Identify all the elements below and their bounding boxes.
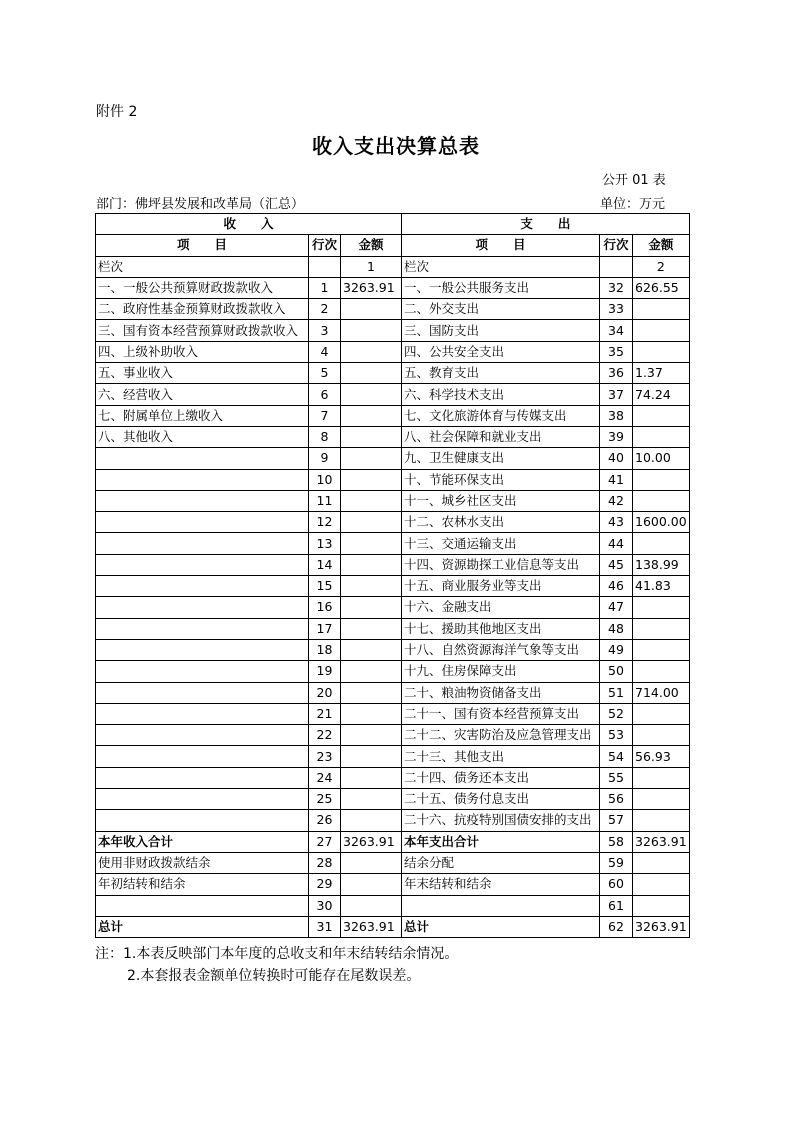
expense-row-no-cell: 36 [600, 363, 633, 384]
note-line-1: 注：1.本表反映部门本年度的总收支和年末结转结余情况。 [95, 946, 459, 962]
expense-row-no-cell: 61 [600, 895, 633, 916]
expense-row-no-cell: 34 [600, 320, 633, 341]
expense-row-no-cell: 56 [600, 789, 633, 810]
income-item-cell: 本年收入合计 [96, 831, 309, 852]
income-row-no-cell: 10 [309, 469, 341, 490]
expense-row-no-cell: 45 [600, 554, 633, 575]
expense-row-no-cell: 39 [600, 426, 633, 447]
income-amount-cell: 3263.91 [341, 916, 402, 937]
expense-amount-cell: 1600.00 [633, 512, 690, 533]
income-row-no-cell: 21 [309, 703, 341, 724]
income-amount-cell [341, 299, 402, 320]
expense-item-cell: 十八、自然资源海洋气象等支出 [402, 639, 600, 660]
expense-row-no-cell: 38 [600, 405, 633, 426]
expense-amount-cell [633, 469, 690, 490]
expense-amount-cell [633, 895, 690, 916]
income-item-cell [96, 810, 309, 831]
income-row-no-cell: 24 [309, 767, 341, 788]
income-amount-cell [341, 405, 402, 426]
table-row [96, 852, 690, 873]
income-amount-cell [341, 341, 402, 362]
income-amount-cell [341, 639, 402, 660]
expense-item-cell: 六、科学技术支出 [402, 384, 600, 405]
expense-amount-cell [633, 661, 690, 682]
expense-row-no-cell: 46 [600, 576, 633, 597]
income-item-cell: 年初结转和结余 [96, 874, 309, 895]
expense-amount-cell [633, 789, 690, 810]
income-item-cell [96, 533, 309, 554]
expense-item-cell: 总计 [402, 916, 600, 937]
expense-item-cell: 年末结转和结余 [402, 874, 600, 895]
table-row [96, 384, 690, 405]
expense-row-no-cell: 32 [600, 277, 633, 298]
expense-row-no-cell: 44 [600, 533, 633, 554]
income-row-no-cell: 7 [309, 405, 341, 426]
expense-seq-blank [600, 256, 633, 277]
income-amount-cell [341, 469, 402, 490]
expense-item-cell: 十、节能环保支出 [402, 469, 600, 490]
expense-item-cell: 本年支出合计 [402, 831, 600, 852]
expense-row-no-cell: 54 [600, 746, 633, 767]
expense-item-cell: 一、一般公共服务支出 [402, 277, 600, 298]
income-row-no-cell: 13 [309, 533, 341, 554]
income-item-cell: 五、事业收入 [96, 363, 309, 384]
expense-amount-cell: 1.37 [633, 363, 690, 384]
table-row [96, 789, 690, 810]
income-amount-cell [341, 661, 402, 682]
expense-item-cell: 十二、农林水支出 [402, 512, 600, 533]
expense-amount-cell: 74.24 [633, 384, 690, 405]
expense-item-cell: 二、外交支出 [402, 299, 600, 320]
income-row-no-cell: 26 [309, 810, 341, 831]
expense-item-cell: 三、国防支出 [402, 320, 600, 341]
expense-row-no-cell: 48 [600, 618, 633, 639]
income-row-no-cell: 20 [309, 682, 341, 703]
expense-amount-cell [633, 597, 690, 618]
income-seq-label: 栏次 [96, 256, 309, 277]
income-row-no-cell: 9 [309, 448, 341, 469]
expense-amount-cell [633, 405, 690, 426]
income-amount-cell: 3263.91 [341, 831, 402, 852]
expense-item-cell: 九、卫生健康支出 [402, 448, 600, 469]
income-item-cell: 二、政府性基金预算财政拨款收入 [96, 299, 309, 320]
income-item-cell [96, 448, 309, 469]
income-amount-cell [341, 767, 402, 788]
income-item-cell [96, 703, 309, 724]
income-amount-cell [341, 682, 402, 703]
expense-row-no-cell: 33 [600, 299, 633, 320]
income-amount-cell [341, 852, 402, 873]
expense-item-cell: 七、文化旅游体育与传媒支出 [402, 405, 600, 426]
income-item-cell: 三、国有资本经营预算财政拨款收入 [96, 320, 309, 341]
expense-row-no-cell: 41 [600, 469, 633, 490]
expense-item-cell: 二十、粮油物资储备支出 [402, 682, 600, 703]
income-amount-cell [341, 895, 402, 916]
income-amount-cell [341, 874, 402, 895]
expense-item-cell: 五、教育支出 [402, 363, 600, 384]
table-row [96, 320, 690, 341]
expense-item-cell: 八、社会保障和就业支出 [402, 426, 600, 447]
income-item-cell [96, 554, 309, 575]
income-item-cell [96, 469, 309, 490]
income-row-no-cell: 12 [309, 512, 341, 533]
income-amount-cell [341, 789, 402, 810]
income-row-no-cell: 4 [309, 341, 341, 362]
attachment-label: 附件 2 [96, 104, 138, 120]
expense-amount-cell [633, 299, 690, 320]
expense-item-cell: 二十一、国有资本经营预算支出 [402, 703, 600, 724]
income-item-cell: 一、一般公共预算财政拨款收入 [96, 277, 309, 298]
income-amount-cell [341, 554, 402, 575]
expense-row-no-cell: 42 [600, 490, 633, 511]
income-item-cell [96, 895, 309, 916]
income-row-no-cell: 30 [309, 895, 341, 916]
expense-row-no-cell: 52 [600, 703, 633, 724]
table-row [96, 916, 690, 937]
income-item-cell [96, 661, 309, 682]
expense-item-cell: 十一、城乡社区支出 [402, 490, 600, 511]
expense-amount-cell [633, 639, 690, 660]
table-column-header [96, 235, 690, 256]
expense-item-cell: 二十四、债务还本支出 [402, 767, 600, 788]
income-seq-blank [309, 256, 341, 277]
expense-item-cell: 二十三、其他支出 [402, 746, 600, 767]
expense-row-no-cell: 43 [600, 512, 633, 533]
expense-row-no-cell: 50 [600, 661, 633, 682]
table-row [96, 469, 690, 490]
expense-amount-cell [633, 852, 690, 873]
income-amount-cell [341, 490, 402, 511]
table-row [96, 682, 690, 703]
table-row [96, 597, 690, 618]
table-row [96, 448, 690, 469]
expense-row-no-cell: 49 [600, 639, 633, 660]
table-row [96, 490, 690, 511]
income-row-no-cell: 28 [309, 852, 341, 873]
income-row-no-cell: 17 [309, 618, 341, 639]
income-row-no-cell: 2 [309, 299, 341, 320]
income-item-cell: 七、附属单位上缴收入 [96, 405, 309, 426]
income-item-cell: 六、经营收入 [96, 384, 309, 405]
expense-seq-label: 栏次 [402, 256, 600, 277]
expense-amount-cell: 10.00 [633, 448, 690, 469]
table-row [96, 512, 690, 533]
expense-amount-header: 金额 [633, 235, 690, 256]
expense-row-no-cell: 57 [600, 810, 633, 831]
table-row [96, 405, 690, 426]
table-row [96, 277, 690, 298]
income-item-cell [96, 618, 309, 639]
income-item-cell: 使用非财政拨款结余 [96, 852, 309, 873]
table-row [96, 810, 690, 831]
expense-item-cell: 十七、援助其他地区支出 [402, 618, 600, 639]
income-amount-cell [341, 363, 402, 384]
unit-label: 单位：万元 [600, 197, 666, 212]
expense-group-header: 支 出 [402, 214, 690, 235]
income-amount-cell [341, 725, 402, 746]
table-row [96, 725, 690, 746]
income-item-cell: 总计 [96, 916, 309, 937]
table-row [96, 831, 690, 852]
expense-row-no-cell: 62 [600, 916, 633, 937]
form-number: 公开 01 表 [602, 173, 666, 188]
table-row [96, 341, 690, 362]
expense-amount-cell [633, 767, 690, 788]
expense-amount-cell [633, 426, 690, 447]
income-item-cell: 八、其他收入 [96, 426, 309, 447]
table-row [96, 874, 690, 895]
table-group-header [96, 214, 690, 235]
income-row-no-cell: 23 [309, 746, 341, 767]
income-amount-header: 金额 [341, 235, 402, 256]
expense-amount-cell [633, 810, 690, 831]
expense-amount-cell [633, 320, 690, 341]
income-amount-cell [341, 746, 402, 767]
expense-amount-cell: 56.93 [633, 746, 690, 767]
income-item-cell: 四、上级补助收入 [96, 341, 309, 362]
income-item-cell [96, 767, 309, 788]
income-item-cell [96, 746, 309, 767]
expense-item-cell: 二十六、抗疫特别国债安排的支出 [402, 810, 600, 831]
income-expense-table [95, 213, 690, 938]
expense-item-cell: 十四、资源勘探工业信息等支出 [402, 554, 600, 575]
table-row [96, 576, 690, 597]
table-row [96, 703, 690, 724]
table-row [96, 746, 690, 767]
expense-item-header: 项 目 [402, 235, 600, 256]
expense-amount-cell: 138.99 [633, 554, 690, 575]
income-row-no-header: 行次 [309, 235, 341, 256]
expense-amount-cell: 3263.91 [633, 916, 690, 937]
income-item-cell [96, 576, 309, 597]
expense-item-cell: 十六、金融支出 [402, 597, 600, 618]
expense-row-no-cell: 37 [600, 384, 633, 405]
expense-row-no-cell: 47 [600, 597, 633, 618]
income-item-cell [96, 490, 309, 511]
expense-amount-cell: 3263.91 [633, 831, 690, 852]
table-row [96, 299, 690, 320]
expense-item-cell: 结余分配 [402, 852, 600, 873]
column-sequence-row [96, 256, 690, 277]
table-row [96, 639, 690, 660]
department-label: 部门：佛坪县发展和改革局（汇总） [96, 197, 305, 212]
income-row-no-cell: 31 [309, 916, 341, 937]
page-title: 收入支出决算总表 [312, 134, 480, 158]
expense-amount-cell: 626.55 [633, 277, 690, 298]
income-amount-cell [341, 597, 402, 618]
income-item-cell [96, 639, 309, 660]
income-item-cell [96, 597, 309, 618]
income-row-no-cell: 27 [309, 831, 341, 852]
income-row-no-cell: 25 [309, 789, 341, 810]
expense-amount-cell [633, 703, 690, 724]
income-row-no-cell: 19 [309, 661, 341, 682]
expense-row-no-header: 行次 [600, 235, 633, 256]
income-amount-cell [341, 320, 402, 341]
expense-row-no-cell: 35 [600, 341, 633, 362]
income-amount-cell [341, 576, 402, 597]
table-row [96, 533, 690, 554]
income-row-no-cell: 16 [309, 597, 341, 618]
expense-amount-cell [633, 490, 690, 511]
expense-amount-cell [633, 533, 690, 554]
expense-item-cell: 十九、住房保障支出 [402, 661, 600, 682]
expense-item-cell [402, 895, 600, 916]
table-row [96, 661, 690, 682]
expense-amount-cell [633, 618, 690, 639]
income-amount-cell [341, 426, 402, 447]
expense-row-no-cell: 55 [600, 767, 633, 788]
expense-row-no-cell: 53 [600, 725, 633, 746]
income-amount-cell [341, 810, 402, 831]
table-row [96, 618, 690, 639]
income-group-header: 收 入 [96, 214, 402, 235]
income-row-no-cell: 3 [309, 320, 341, 341]
income-row-no-cell: 1 [309, 277, 341, 298]
expense-amount-cell: 714.00 [633, 682, 690, 703]
income-amount-cell: 3263.91 [341, 277, 402, 298]
expense-col-number: 2 [633, 256, 690, 277]
expense-amount-cell [633, 874, 690, 895]
expense-row-no-cell: 59 [600, 852, 633, 873]
note-line-2: 2.本套报表金额单位转换时可能存在尾数误差。 [127, 968, 421, 984]
income-item-cell [96, 789, 309, 810]
income-item-header: 项 目 [96, 235, 309, 256]
expense-row-no-cell: 51 [600, 682, 633, 703]
income-amount-cell [341, 618, 402, 639]
table-row [96, 554, 690, 575]
income-item-cell [96, 682, 309, 703]
income-row-no-cell: 18 [309, 639, 341, 660]
income-row-no-cell: 8 [309, 426, 341, 447]
income-amount-cell [341, 448, 402, 469]
income-amount-cell [341, 384, 402, 405]
income-row-no-cell: 14 [309, 554, 341, 575]
income-item-cell [96, 512, 309, 533]
income-amount-cell [341, 703, 402, 724]
expense-row-no-cell: 58 [600, 831, 633, 852]
expense-amount-cell: 41.83 [633, 576, 690, 597]
income-row-no-cell: 6 [309, 384, 341, 405]
table-row [96, 895, 690, 916]
table-row [96, 426, 690, 447]
expense-item-cell: 四、公共安全支出 [402, 341, 600, 362]
table-row [96, 363, 690, 384]
expense-amount-cell [633, 341, 690, 362]
income-row-no-cell: 29 [309, 874, 341, 895]
income-row-no-cell: 5 [309, 363, 341, 384]
expense-item-cell: 十三、交通运输支出 [402, 533, 600, 554]
expense-row-no-cell: 60 [600, 874, 633, 895]
income-amount-cell [341, 512, 402, 533]
table-row [96, 767, 690, 788]
expense-item-cell: 二十二、灾害防治及应急管理支出 [402, 725, 600, 746]
expense-row-no-cell: 40 [600, 448, 633, 469]
income-col-number: 1 [341, 256, 402, 277]
income-item-cell [96, 725, 309, 746]
expense-item-cell: 二十五、债务付息支出 [402, 789, 600, 810]
income-row-no-cell: 11 [309, 490, 341, 511]
income-amount-cell [341, 533, 402, 554]
expense-amount-cell [633, 725, 690, 746]
expense-item-cell: 十五、商业服务业等支出 [402, 576, 600, 597]
income-row-no-cell: 15 [309, 576, 341, 597]
income-row-no-cell: 22 [309, 725, 341, 746]
